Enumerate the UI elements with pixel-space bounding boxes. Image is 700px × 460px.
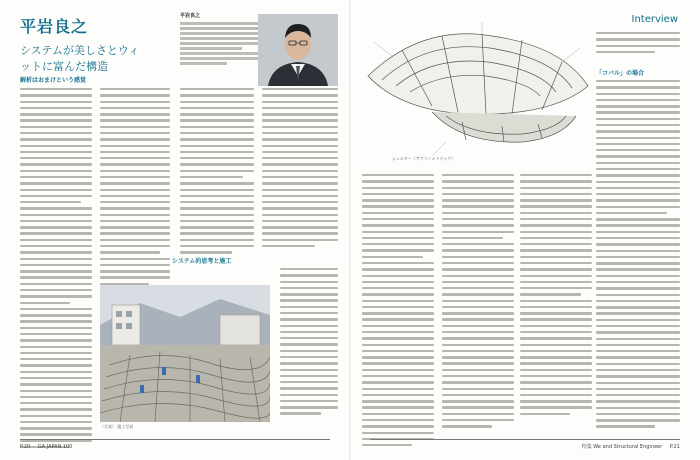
- body-column: [596, 80, 680, 432]
- body-column: [442, 174, 514, 432]
- footer-rule: [20, 439, 330, 440]
- footer-rule: [370, 439, 680, 440]
- body-column: [100, 88, 170, 289]
- body-column: [362, 174, 434, 450]
- author-portrait: [258, 14, 338, 86]
- drawing-caption: シェルター（アクソノメトリック）: [392, 156, 456, 161]
- spread-gutter: [349, 0, 351, 460]
- left-footer: [20, 444, 72, 450]
- bio-line: [180, 57, 258, 60]
- right-footer: [582, 443, 680, 450]
- magazine-name: GA JAPAN 100: [37, 444, 73, 450]
- photo-caption: （写真） 施工写真: [100, 424, 134, 429]
- section-heading: 「コバル」の場合: [596, 70, 645, 77]
- bio-line: [180, 27, 258, 30]
- body-column: [520, 174, 592, 419]
- axonometric-drawing: [362, 16, 594, 166]
- body-column: [280, 268, 338, 419]
- headline: システムが美しさとウィットに富んだ構造: [20, 44, 140, 73]
- bio-line: [180, 37, 258, 40]
- bio-line: [180, 32, 258, 35]
- bio-name: 平岩良之: [180, 13, 201, 19]
- author-name: 平岩良之: [20, 17, 89, 36]
- section-label: Interview: [631, 14, 678, 25]
- author-bio: [180, 12, 258, 67]
- section-heading: 解析はおまけという感覚: [20, 77, 87, 84]
- bio-line: [180, 22, 258, 25]
- bio-line: [180, 42, 258, 45]
- page-number: P.21: [669, 444, 680, 450]
- bio-line: [180, 62, 227, 65]
- construction-photo-image: [100, 285, 270, 422]
- bio-line: [180, 52, 258, 55]
- body-column: [596, 32, 680, 57]
- axonometric-image: [362, 16, 594, 166]
- title-block: [20, 14, 140, 75]
- portrait-image: [258, 14, 338, 86]
- body-column: [20, 88, 92, 452]
- section-heading: システム的思考と施工: [172, 258, 232, 265]
- body-column: [262, 88, 338, 251]
- page-number: P.20: [20, 444, 31, 450]
- construction-photo: [100, 285, 270, 422]
- body-column: [180, 88, 254, 258]
- bio-line: [180, 47, 242, 50]
- feature-title: 特集 We and Structural Engineer: [581, 444, 663, 450]
